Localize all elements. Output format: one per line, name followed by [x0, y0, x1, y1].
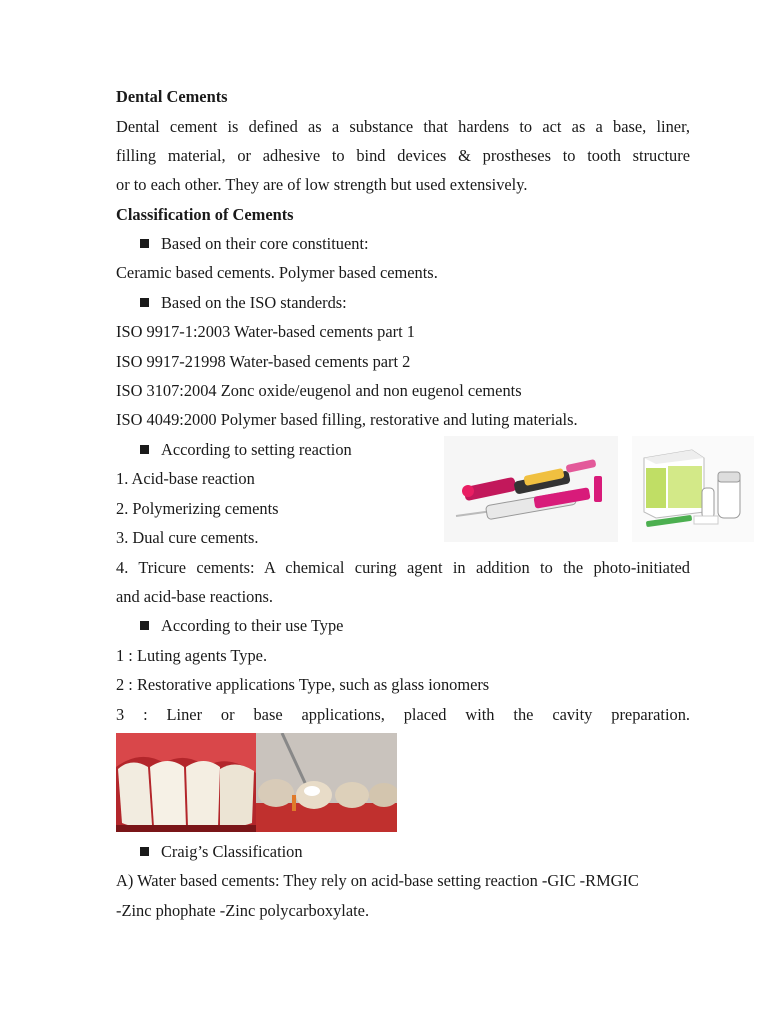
intro-line-3: or to each other. They are of low strength but used extensively.: [116, 175, 528, 194]
setting-item-3: 3. Dual cure cements.: [116, 528, 259, 547]
cement-kit-image: [632, 436, 754, 542]
bullet-core-constituent: [140, 234, 369, 254]
bullet-text: According to setting reaction: [161, 440, 352, 459]
intro-line-1: Dental cement is defined as a substance that hardens to act as a base, liner,: [116, 117, 690, 136]
iso-item-2: ISO 9917-21998 Water-based cements part 2: [116, 352, 411, 371]
use-item-1: 1 : Luting agents Type.: [116, 646, 268, 665]
tricure-line-1: 4. Tricure cements: A chemical curing agent in addition to the photo-initiated: [116, 558, 690, 577]
craig-line-1: A) Water based cements: They rely on acid-base setting reaction -GIC -RMGIC: [116, 871, 639, 890]
cavity-preparation-image: [256, 733, 397, 832]
bullet-iso-standards: [140, 293, 347, 313]
use-item-2: 2 : Restorative applications Type, such as glass ionomers: [116, 675, 490, 694]
square-bullet-icon: [140, 239, 149, 248]
bullet-text: Based on the ISO standerds:: [161, 293, 347, 312]
bullet-craig: [140, 842, 303, 862]
iso-item-3: ISO 3107:2004 Zonc oxide/eugenol and non eugenol cements: [116, 381, 522, 400]
cement-syringes-image: [444, 436, 618, 542]
iso-item-4: ISO 4049:2000 Polymer based filling, restorative and luting materials.: [116, 410, 578, 429]
setting-item-1: 1. Acid-base reaction: [116, 469, 255, 488]
bullet-text: Based on their core constituent:: [161, 234, 369, 253]
iso-item-1: ISO 9917-1:2003 Water-based cements part 1: [116, 322, 415, 341]
square-bullet-icon: [140, 445, 149, 454]
bullet-setting-reaction: [140, 440, 352, 460]
front-teeth-image: [116, 733, 256, 832]
square-bullet-icon: [140, 847, 149, 856]
tricure-line-2: and acid-base reactions.: [116, 587, 273, 606]
use-item-3: 3 : Liner or base applications, placed with the cavity preparation.: [116, 705, 690, 724]
page-title: Dental Cements: [116, 87, 228, 106]
core-types-text: Ceramic based cements. Polymer based cements.: [116, 263, 438, 282]
square-bullet-icon: [140, 621, 149, 630]
setting-item-2: 2. Polymerizing cements: [116, 499, 279, 518]
bullet-text: Craig’s Classification: [161, 842, 303, 861]
square-bullet-icon: [140, 298, 149, 307]
bullet-text: According to their use Type: [161, 616, 344, 635]
craig-line-2: -Zinc phophate -Zinc polycarboxylate.: [116, 901, 370, 920]
classification-heading: Classification of Cements: [116, 205, 294, 224]
bullet-use-type: [140, 616, 343, 636]
intro-line-2: filling material, or adhesive to bind devices & prostheses to tooth structure: [116, 146, 690, 165]
